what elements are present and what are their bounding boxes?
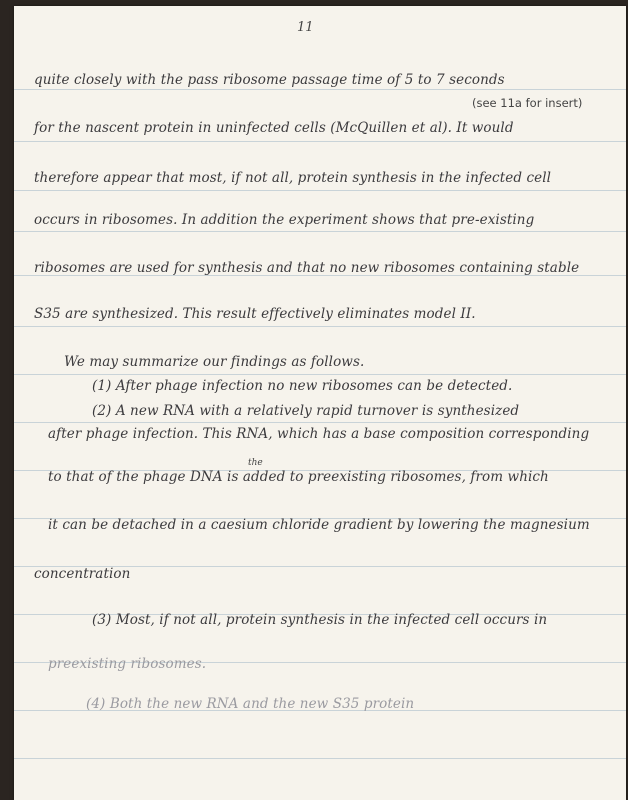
text-line: (2) A new RNA with a relatively rapid turnover is synthesized xyxy=(92,403,520,419)
text-line: We may summarize our findings as follows. xyxy=(64,354,365,370)
ruled-line xyxy=(14,422,626,423)
text-line: S35 are synthesized. This result effectively eliminates model II. xyxy=(34,306,476,322)
text-line: (4) Both the new RNA and the new S35 protein xyxy=(86,696,415,712)
text-line: (3) Most, if not all, protein synthesis in the infected cell occurs in xyxy=(92,612,548,628)
text-line: occurs in ribosomes. In addition the experiment shows that pre-existing xyxy=(34,212,535,228)
text-line: ribosomes are used for synthesis and that no new ribosomes containing stable xyxy=(34,260,580,276)
manuscript-page xyxy=(14,6,626,800)
page-number: 11 xyxy=(297,20,314,35)
ruled-line xyxy=(14,141,626,142)
text-line: quite closely with the pass ribosome passage time of 5 to 7 seconds xyxy=(34,72,505,88)
superscript-note: the xyxy=(248,458,263,468)
ruled-line xyxy=(14,231,626,232)
text-line: after phage infection. This RNA, which has a base composition corresponding xyxy=(48,426,590,442)
ruled-line xyxy=(14,374,626,375)
ruled-line xyxy=(14,326,626,327)
text-line: for the nascent protein in uninfected cells (McQuillen et al). It would xyxy=(34,120,514,136)
text-line: concentration xyxy=(34,566,131,582)
text-line: (1) After phage infection no new ribosomes can be detected. xyxy=(92,378,513,394)
text-line: it can be detached in a caesium chloride gradient by lowering the magnesium xyxy=(48,517,590,533)
ruled-line xyxy=(14,190,626,191)
text-line: to that of the phage DNA is added to preexisting ribosomes, from which xyxy=(48,469,549,485)
ruled-line xyxy=(14,758,626,759)
ruled-line xyxy=(14,89,626,90)
insert-note: (see 11a for insert) xyxy=(472,96,583,110)
text-line: preexisting ribosomes. xyxy=(48,656,207,672)
text-line: therefore appear that most, if not all, protein synthesis in the infected cell xyxy=(34,170,552,186)
